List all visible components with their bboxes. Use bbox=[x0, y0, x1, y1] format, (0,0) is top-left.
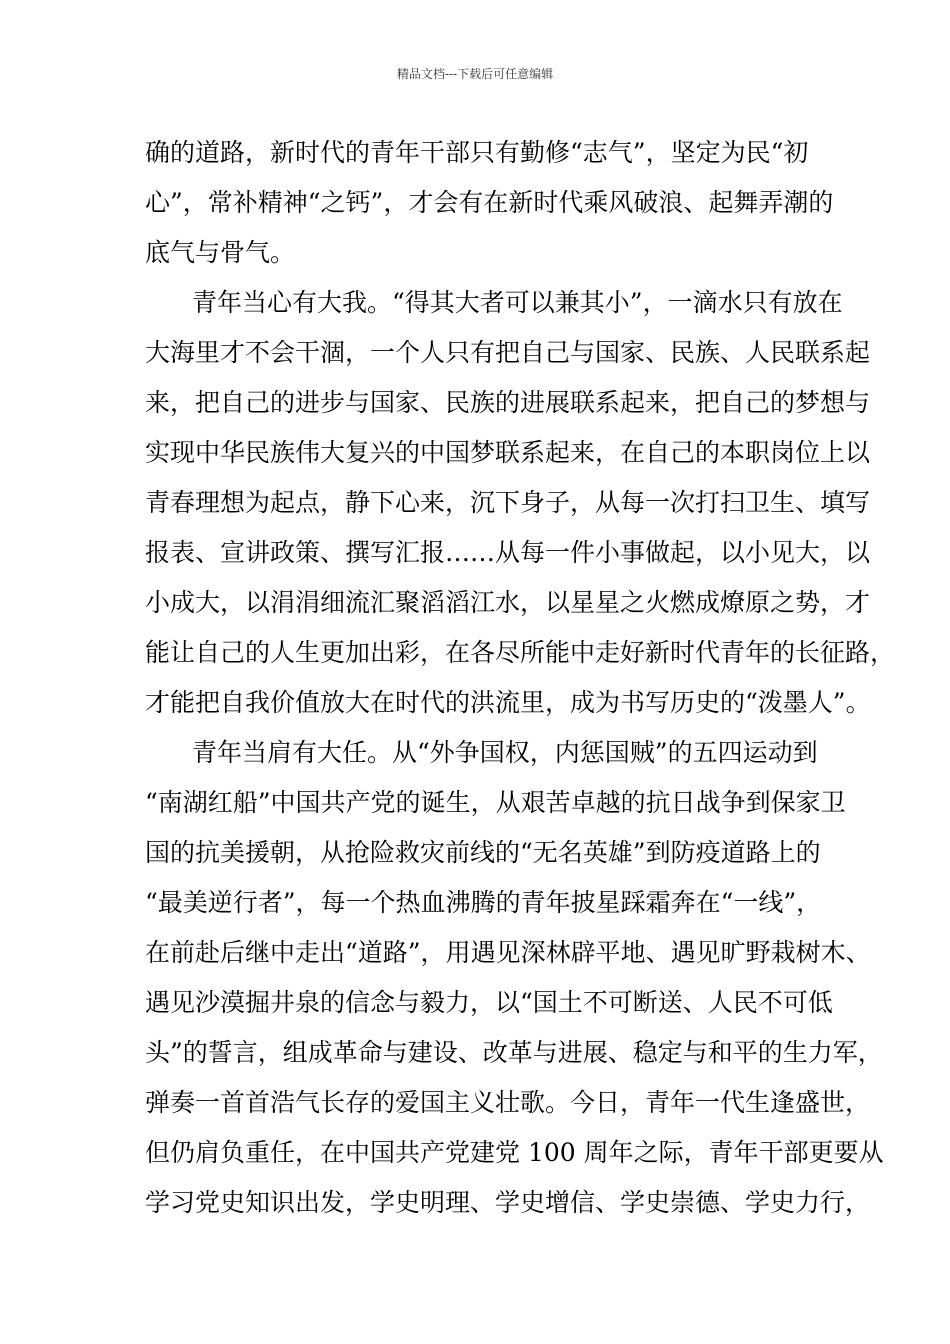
text-line: “最美逆行者”，每一个热血沸腾的青年披星踩霜奔在“一线”， bbox=[145, 888, 822, 917]
paragraph-start-line: 青年当肩有大任。从“外争国权，内惩国贼”的五四运动到 bbox=[192, 738, 818, 767]
text-line: 报表、宣讲政策、撰写汇报……从每一件小事做起，以小见大，以 bbox=[145, 538, 871, 567]
text-line: 青春理想为起点，静下心来，沉下身子，从每一次打扫卫生、填写 bbox=[145, 488, 871, 517]
text-line: 小成大，以涓涓细流汇聚滔滔江水，以星星之火燃成燎原之势，才 bbox=[145, 588, 871, 617]
text-line: “南湖红船”中国共产党的诞生，从艰苦卓越的抗日战争到保家卫 bbox=[145, 788, 846, 817]
text-line: 弹奏一首首浩气长存的爱国主义壮歌。今日，青年一代生逢盛世， bbox=[145, 1088, 871, 1117]
text-line: 在前赴后继中走出“道路”，用遇见深林辟平地、遇见旷野栽树木、 bbox=[145, 938, 871, 967]
text-line: 实现中华民族伟大复兴的中国梦联系起来，在自己的本职岗位上以 bbox=[145, 438, 871, 467]
text-line: 能让自己的人生更加出彩，在各尽所能中走好新时代青年的长征路， bbox=[145, 638, 896, 667]
page-header: 精品文档---下载后可任意编辑 bbox=[396, 67, 554, 81]
text-line: 才能把自我价值放大在时代的洪流里，成为书写历史的“泼墨人”。 bbox=[145, 688, 871, 717]
text-line: 学习党史知识出发，学史明理、学史增信、学史崇德、学史力行， bbox=[145, 1188, 871, 1217]
text-line: 来，把自己的进步与国家、民族的进展联系起来，把自己的梦想与 bbox=[145, 388, 871, 417]
text-line: 底气与骨气。 bbox=[145, 238, 296, 267]
text-line: 心”，常补精神“之钙”，才会有在新时代乘风破浪、起舞弄潮的 bbox=[145, 188, 834, 217]
text-line: 遇见沙漠掘井泉的信念与毅力，以“国土不可断送、人民不可低 bbox=[145, 988, 833, 1017]
text-line: 头”的誓言，组成革命与建设、改革与进展、稳定与和平的生力军， bbox=[145, 1038, 883, 1067]
text-line: 确的道路，新时代的青年干部只有勤修“志气”，坚定为民“初 bbox=[145, 138, 809, 167]
text-line: 但仍肩负重任，在中国共产党建党 100 周年之际，青年干部更要从 bbox=[145, 1138, 884, 1167]
text-line: 国的抗美援朝，从抢险救灾前线的“无名英雄”到防疫道路上的 bbox=[145, 838, 821, 867]
paragraph-start-line: 青年当心有大我。“得其大者可以兼其小”，一滴水只有放在 bbox=[192, 288, 843, 317]
text-line: 大海里才不会干涸，一个人只有把自己与国家、民族、人民联系起 bbox=[145, 338, 871, 367]
